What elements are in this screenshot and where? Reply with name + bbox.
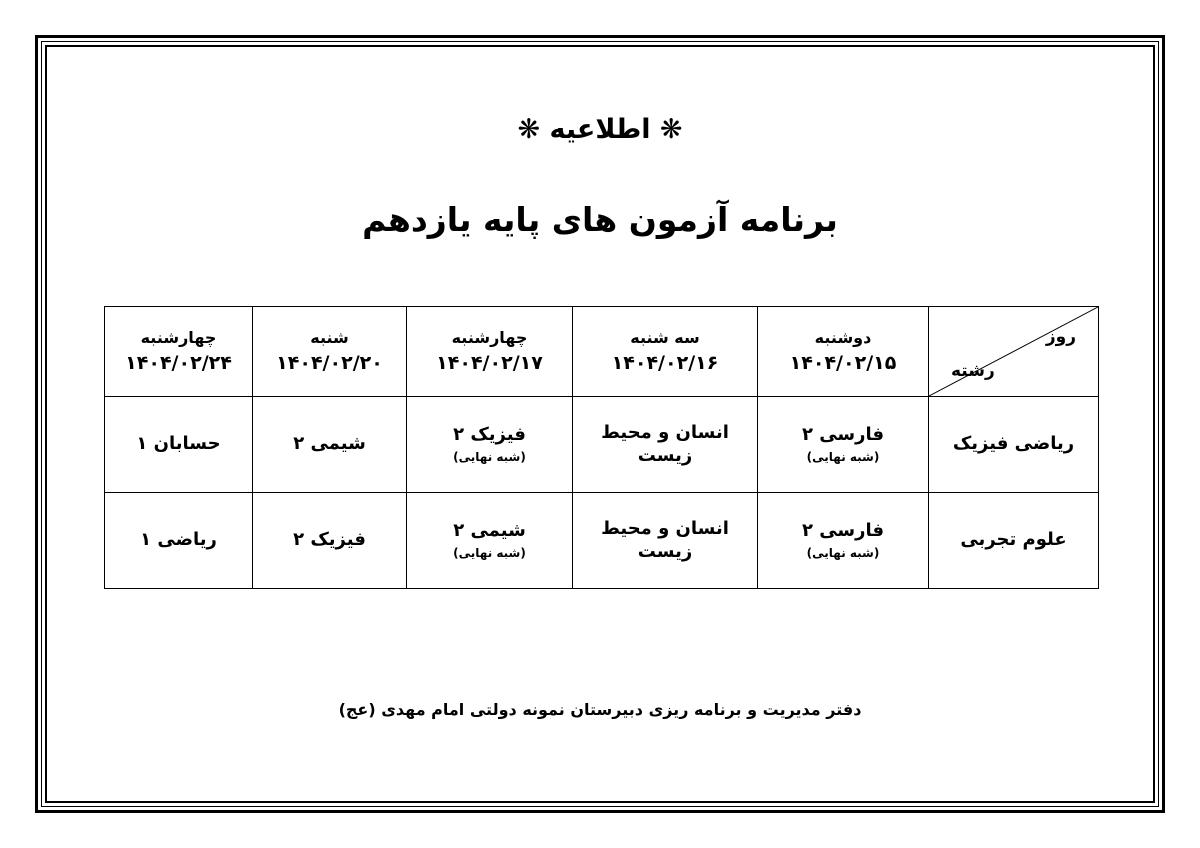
day-date: ۱۴۰۴/۰۲/۲۰ <box>276 351 383 374</box>
exam-schedule-table <box>104 306 1099 589</box>
exam-subject: انسان و محیط زیست <box>601 518 729 562</box>
field-name-cell <box>929 493 1099 589</box>
day-date: ۱۴۰۴/۰۲/۲۴ <box>125 351 232 374</box>
exam-cell <box>407 493 573 589</box>
day-header-cell <box>573 307 758 397</box>
corner-field-label: رشته <box>951 360 995 381</box>
exam-subject: فارسی ۲ <box>801 423 885 445</box>
exam-subject: حسابان ۱ <box>136 433 221 455</box>
diagonal-divider <box>929 307 1098 396</box>
field-name: ریاضی فیزیک <box>952 433 1075 455</box>
table-header-row <box>105 307 1099 397</box>
day-name: شنبه <box>310 327 349 347</box>
day-name: چهارشنبه <box>140 327 217 347</box>
day-header-cell <box>407 307 573 397</box>
exam-cell <box>105 397 253 493</box>
table-row <box>105 493 1099 589</box>
footer-office-text: دفتر مدیریت و برنامه ریزی دبیرستان نمونه دولتی امام مهدی (عج) <box>338 700 862 719</box>
day-header-cell <box>253 307 407 397</box>
exam-subject: شیمی ۲ <box>293 433 366 455</box>
field-name: علوم تجربی <box>960 529 1067 551</box>
day-date: ۱۴۰۴/۰۲/۱۶ <box>611 351 719 374</box>
corner-header-cell <box>929 307 1099 397</box>
exam-subject: شیمی ۲ <box>453 519 526 541</box>
table-row <box>105 397 1099 493</box>
exam-cell <box>573 397 758 493</box>
notice-heading: ❋ اطلاعیه ❋ <box>517 114 683 145</box>
day-date: ۱۴۰۴/۰۲/۱۵ <box>789 351 897 374</box>
day-date: ۱۴۰۴/۰۲/۱۷ <box>436 351 543 374</box>
page-title: برنامه آزمون های پایه یازدهم <box>362 200 838 239</box>
exam-subject: ریاضی ۱ <box>140 529 217 551</box>
exam-cell <box>407 397 573 493</box>
exam-subject: فارسی ۲ <box>801 519 885 541</box>
day-name: چهارشنبه <box>451 327 528 347</box>
exam-subject: فیزیک ۲ <box>293 529 366 551</box>
exam-cell <box>758 397 929 493</box>
corner-day-label: روز <box>1045 327 1076 347</box>
exam-note: (شبه نهایی) <box>806 450 880 465</box>
exam-note: (شبه نهایی) <box>806 546 880 561</box>
exam-cell <box>105 493 253 589</box>
field-name-cell <box>929 397 1099 493</box>
day-header-cell <box>758 307 929 397</box>
exam-subject: فیزیک ۲ <box>453 423 526 445</box>
day-header-cell <box>105 307 253 397</box>
exam-cell <box>253 397 407 493</box>
day-name: دوشنبه <box>814 327 872 347</box>
exam-cell <box>573 493 758 589</box>
exam-cell <box>758 493 929 589</box>
exam-cell <box>253 493 407 589</box>
day-name: سه شنبه <box>630 327 700 347</box>
exam-note: (شبه نهایی) <box>453 546 526 561</box>
exam-subject: انسان و محیط زیست <box>601 422 729 466</box>
exam-note: (شبه نهایی) <box>453 450 526 465</box>
